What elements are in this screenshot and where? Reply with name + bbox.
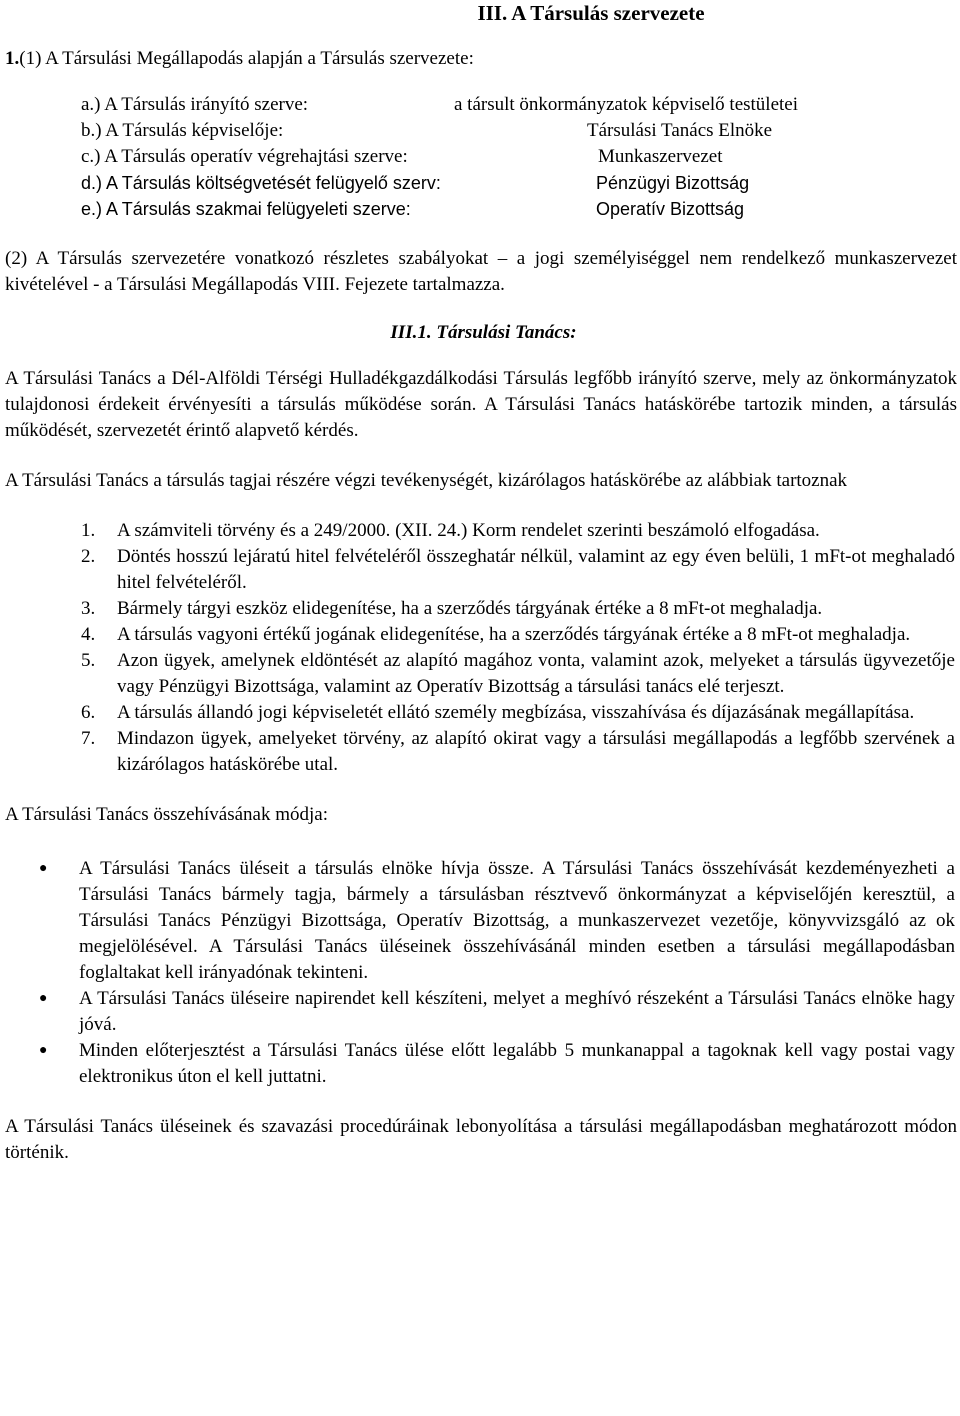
lead-line (5, 46, 957, 72)
final-paragraph: A Társulási Tanács üléseinek és szavazási procedúráinak lebonyolítása a társulási megállapodásban meghatározott módon történik. (5, 1116, 957, 1163)
list-item-number: 5. (81, 650, 96, 671)
bullet-text: A Társulási Tanács üléseit a társulás elnöke hívja össze. A Társulási Tanács összehívását kezdeményezheti a Társulási Tanács bármely tagja, bármely a társulásban résztvevő önkormányzat a képviselőjén keresztül, a Társulási Tanács Pénzügyi Bizottsága, Operatív Bizottság, a munkaszervezet vezetője, könyvvizsgáló az ok megjelölésével. A Társulási Tanács üléseinek összehívásánál minden esetben a társulási megállapodásban foglaltakat kell irányadónak tekinteni. (79, 858, 955, 983)
list-item-text: Döntés hosszú lejáratú hitel felvételéről összeghatár nélkül, valamint az egy éven belüli, 1 mFt-ot meghaladó hitel felvételéről. (117, 546, 955, 593)
bullet-text: Minden előterjesztést a Társulási Tanács ülése előtt legalább 5 munkanappal a tagoknak kell vagy postai vagy elektronikus úton el kell juttatni. (79, 1040, 955, 1087)
bullet-item (5, 1038, 957, 1090)
convening-bullets (5, 856, 957, 1090)
list-item (5, 518, 957, 544)
bullet-icon: ● (39, 991, 48, 1006)
powers-list (5, 518, 957, 778)
convening-heading: A Társulási Tanács összehívásának módja: (5, 804, 328, 825)
organ-label: c.) A Társulás operatív végrehajtási szerve: (81, 146, 408, 167)
list-item (5, 622, 957, 648)
list-item (5, 700, 957, 726)
organs-list (81, 92, 957, 222)
list-item-number: 7. (81, 728, 96, 749)
organ-row-a (81, 92, 957, 118)
list-item-text: Azon ügyek, amelynek eldöntését az alapító magához vonta, valamint azok, melyeket a társulás ügyvezetője vagy Pénzügyi Bizottsága, valamint az Operatív Bizottság a társulási tanács elé terjeszt. (117, 650, 955, 697)
paragraph-4: A Társulási Tanács a társulás tagjai részére végzi tevékenységét, kizárólagos hatáskörébe az alábbiak tartoznak (5, 470, 848, 491)
bullet-item (5, 856, 957, 986)
organ-label: a.) A Társulás irányító szerve: (81, 94, 309, 115)
list-item-text: Bármely tárgyi eszköz elidegenítése, ha a szerződés tárgyának értéke a 8 mFt-ot meghaladja. (117, 598, 823, 619)
organ-value: Operatív Bizottság (596, 199, 745, 219)
list-item (5, 596, 957, 622)
organ-row-c (81, 144, 957, 170)
organ-row-e (81, 196, 957, 222)
list-item (5, 544, 957, 596)
list-item-text: A számviteli törvény és a 249/2000. (XII. 24.) Korm rendelet szerinti beszámoló elfogadása. (117, 520, 820, 541)
bullet-icon: ● (39, 1043, 48, 1058)
section-subtitle: III.1. Társulási Tanács: (390, 322, 577, 343)
organ-label: d.) A Társulás költségvetését felügyelő szerv: (81, 173, 441, 193)
chapter-title: III. A Társulás szervezete (477, 1, 705, 25)
paragraph-3: A Társulási Tanács a Dél-Alföldi Térségi Hulladékgazdálkodási Társulás legfőbb irányító szerve, mely az önkormányzatok tulajdonosi érdekeit érvényesíti a társulás működése során. A Társulási Tanács hatáskörébe tartozik minden, a társulás működését, szervezetét érintő alapvető kérdés. (5, 368, 957, 441)
organ-value: Munkaszervezet (598, 146, 723, 167)
list-item-text: Mindazon ügyek, amelyeket törvény, az alapító okirat vagy a társulási megállapodás a legfőbb szervének a kizárólagos hatáskörébe utal. (117, 728, 955, 775)
organ-value: Pénzügyi Bizottság (596, 173, 750, 193)
list-item-number: 2. (81, 546, 96, 567)
bullet-text: A Társulási Tanács üléseire napirendet kell készíteni, melyet a meghívó részeként a Társulási Tanács elnöke hagy jóvá. (79, 988, 955, 1035)
list-item (5, 726, 957, 778)
organ-row-b (81, 118, 957, 144)
bullet-item (5, 986, 957, 1038)
list-item-number: 4. (81, 624, 96, 645)
organ-value: a társult önkormányzatok képviselő testületei (454, 94, 799, 115)
list-item-number: 3. (81, 598, 96, 619)
list-item-number: 6. (81, 702, 96, 723)
organ-value: Társulási Tanács Elnöke (587, 120, 773, 141)
organ-label: e.) A Társulás szakmai felügyeleti szerve: (81, 199, 411, 219)
paragraph-2: (2) A Társulás szervezetére vonatkozó részletes szabályokat – a jogi személyiséggel nem rendelkező munkaszervezet kivételével - a Társulási Megállapodás VIII. Fejezete tartalmazza. (5, 248, 957, 295)
list-item-text: A társulás állandó jogi képviseletét ellátó személy megbízása, visszahívása és díjazásának megállapítása. (117, 702, 915, 723)
bullet-icon: ● (39, 861, 48, 876)
list-item (5, 648, 957, 700)
organ-label: b.) A Társulás képviselője: (81, 120, 284, 141)
lead-number: 1. (5, 48, 20, 69)
lead-text: (1) A Társulási Megállapodás alapján a Társulás szervezete: (19, 48, 474, 69)
list-item-number: 1. (81, 520, 96, 541)
organ-row-d (81, 170, 957, 196)
list-item-text: A társulás vagyoni értékű jogának elidegenítése, ha a szerződés tárgyának értéke a 8 mFt-ot meghaladja. (117, 624, 911, 645)
